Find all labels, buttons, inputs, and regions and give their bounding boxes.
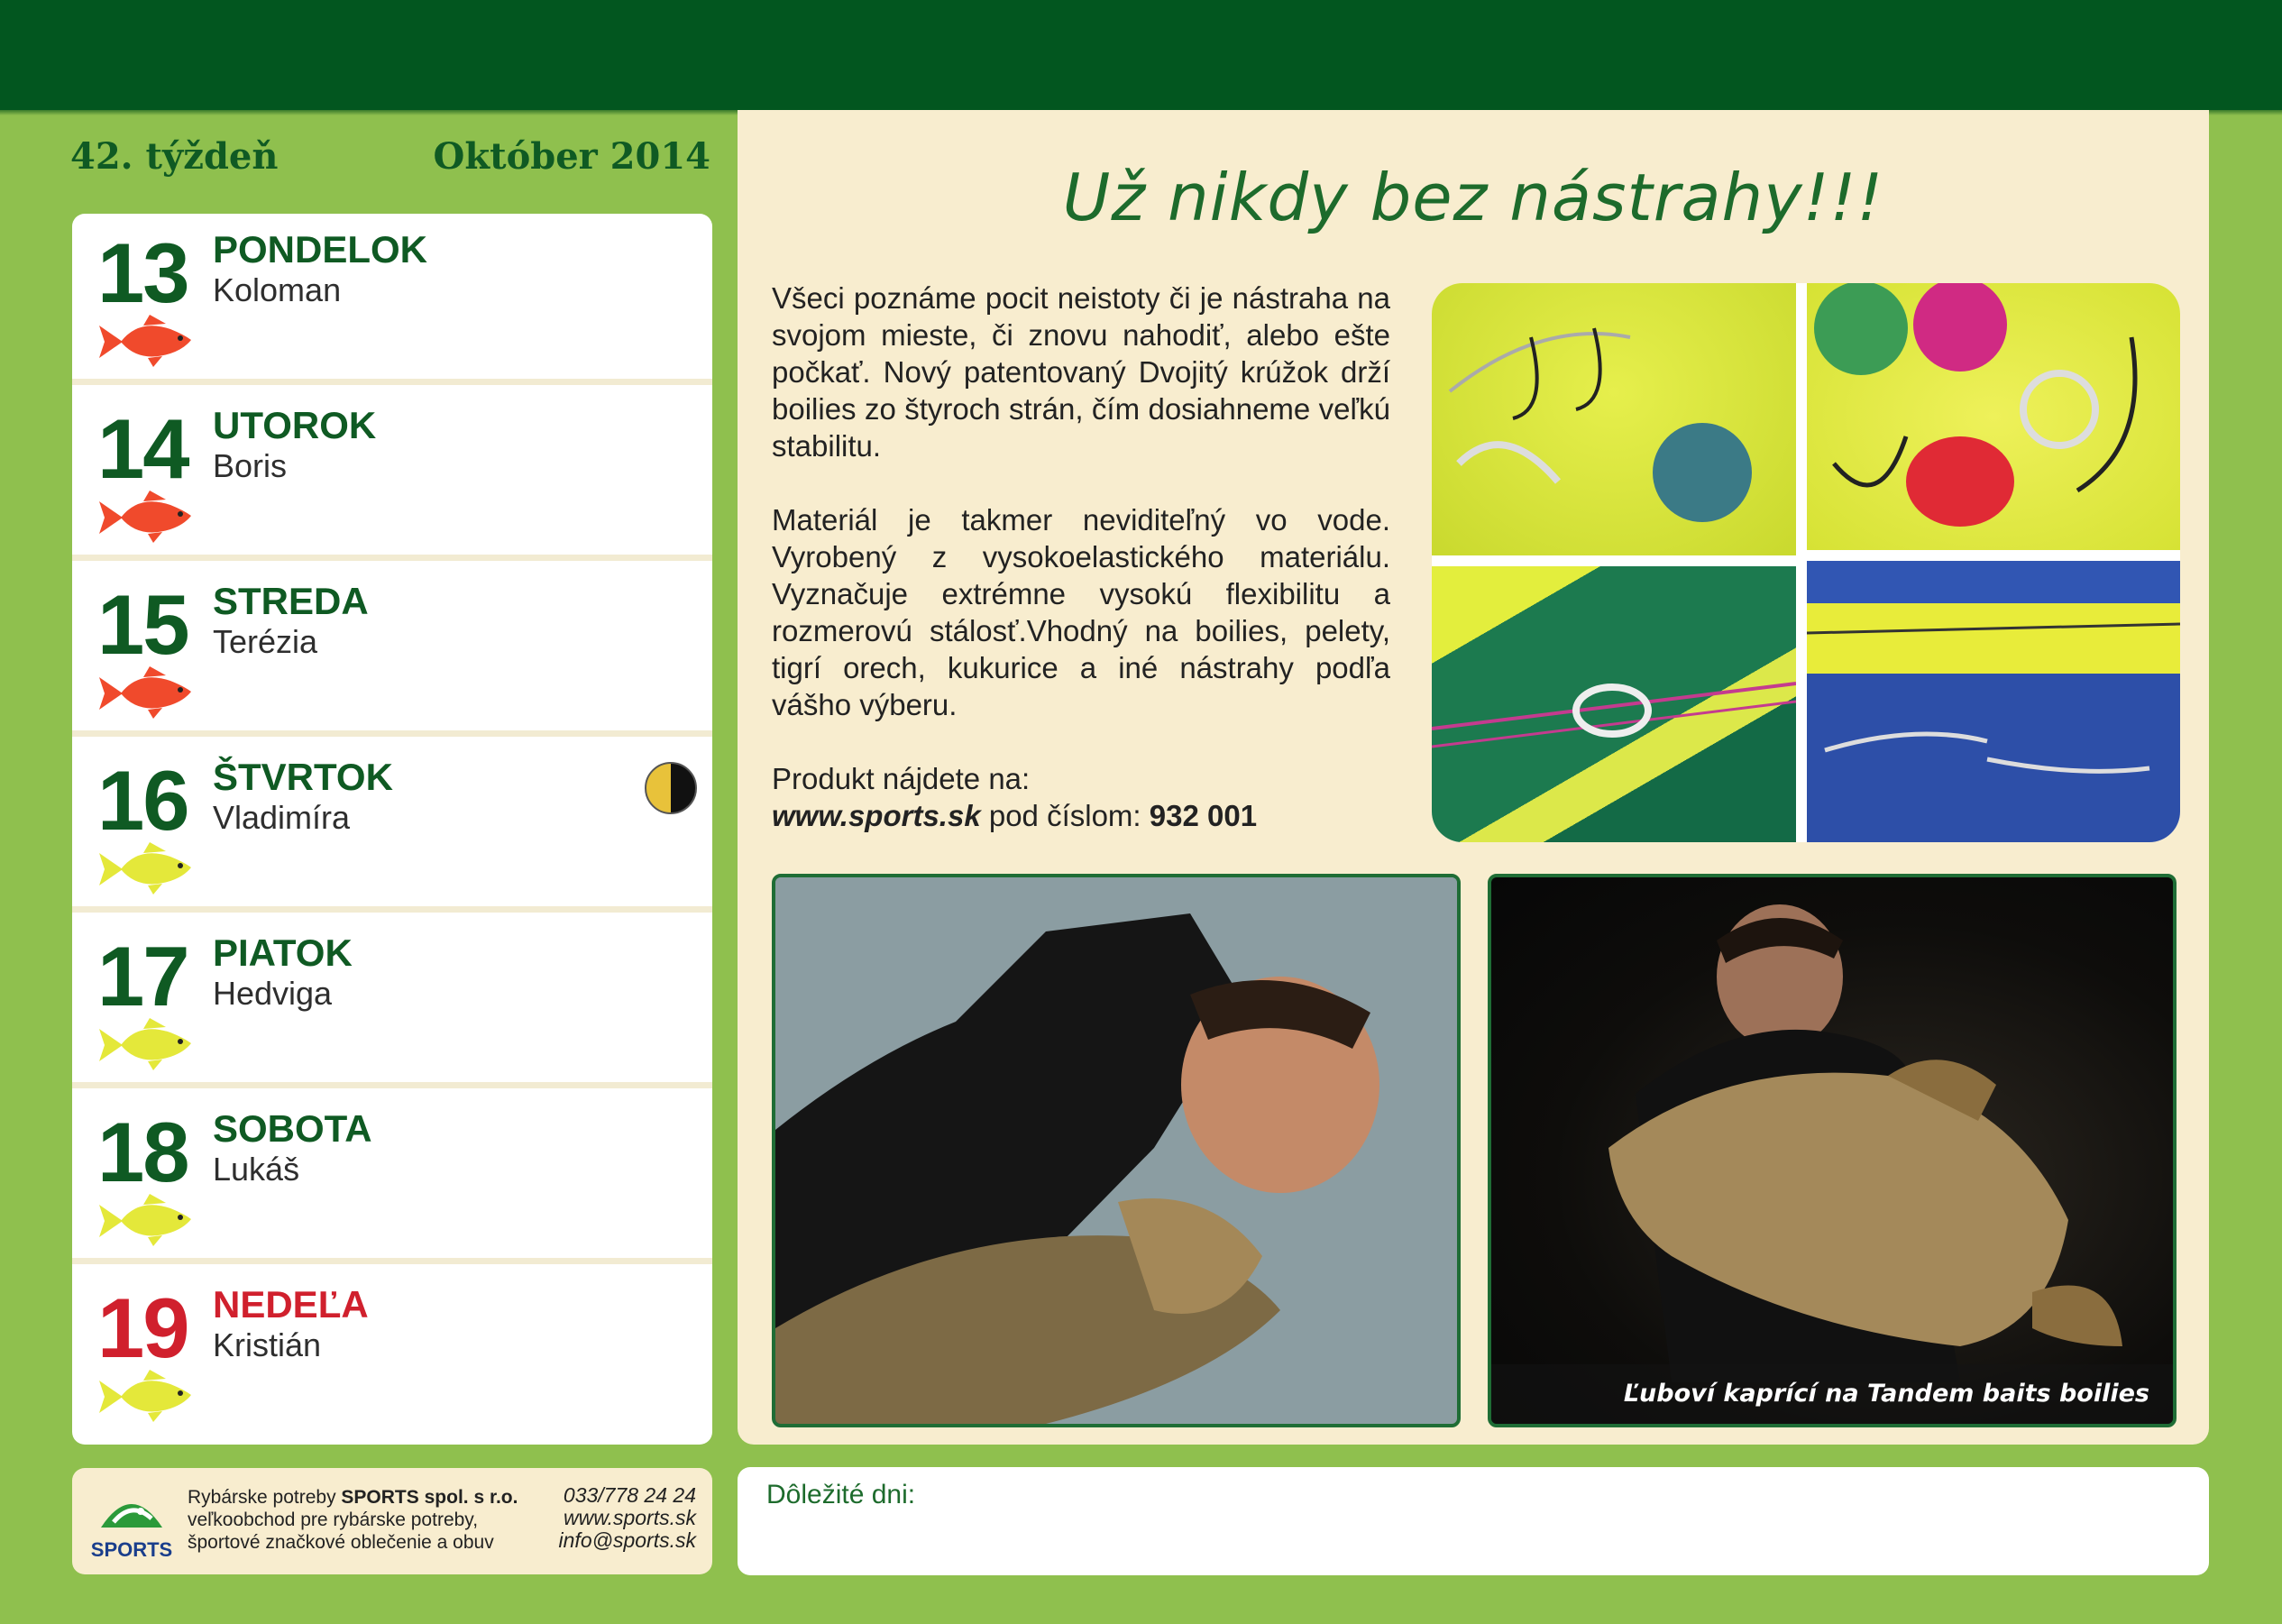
day-list — [72, 214, 712, 1445]
day-separator — [72, 1082, 712, 1088]
article-paragraph-1: Všeci poznáme pocit neistoty či je nástraha na svojom mieste, či znovu nahodiť, alebo ešte počkať. Nový patentovaný Dvojitý krúžok drží boilies zo štyroch strán, čím dosiahneme veľkú stabilitu. — [772, 281, 1390, 463]
article-headline: Už nikdy bez nástrahy!!! — [1062, 160, 1884, 235]
day-row-19 — [72, 1269, 712, 1440]
product-number: 932 001 — [1149, 799, 1258, 832]
day-name: STREDA — [213, 580, 369, 622]
fish-yellow-icon — [94, 840, 198, 896]
name-day: Terézia — [213, 623, 318, 660]
important-days-label: Dôležité dni: — [766, 1480, 916, 1509]
day-name: NEDEĽA — [213, 1283, 369, 1326]
day-name: SOBOTA — [213, 1107, 372, 1150]
day-separator — [72, 555, 712, 561]
email-link[interactable]: info@sports.sk — [558, 1528, 696, 1552]
day-separator — [72, 730, 712, 737]
day-row-13 — [72, 214, 712, 385]
day-name: PIATOK — [213, 931, 353, 974]
article-text — [772, 280, 1390, 834]
logo-text: SPORTS — [90, 1538, 173, 1561]
fish-red-icon — [94, 665, 198, 720]
product-label: Produkt nájdete na: — [772, 762, 1031, 795]
company-name: SPORTS spol. s r.o. — [341, 1487, 518, 1508]
name-day: Vladimíra — [213, 799, 351, 836]
important-days-box[interactable] — [738, 1467, 2209, 1575]
fish-yellow-icon — [94, 1368, 198, 1424]
article-paragraph-2: Materiál je takmer neviditeľný vo vode. Vyrobený z vysokoelastického materiálu. Vyznačuje extrémne vysokú flexibilitu a rozmerovú stálosť.Vhodný na boilies, pelety, tigrí orech, kukurice a iné nástrahy podľa vášho výberu. — [772, 503, 1390, 721]
product-mid-text: pod číslom: — [980, 799, 1150, 832]
collage-photo-boilies — [1807, 283, 2180, 550]
product-photo-collage — [1432, 283, 2180, 842]
sports-logo — [87, 1486, 177, 1567]
collage-photo-ring-closeup — [1432, 566, 1796, 842]
angler-photo-2 — [1488, 874, 2177, 1427]
photo-caption: Ľuboví kaprící na Tandem baits boilies — [1491, 1364, 2173, 1424]
day-name: ŠTVRTOK — [213, 756, 393, 798]
top-banner — [0, 0, 2282, 110]
website-link[interactable]: www.sports.sk — [564, 1506, 696, 1529]
day-separator — [72, 379, 712, 385]
day-name: PONDELOK — [213, 228, 428, 271]
day-row-16 — [72, 741, 712, 913]
day-row-15 — [72, 565, 712, 737]
fish-yellow-icon — [94, 1016, 198, 1072]
day-number: 14 — [97, 401, 188, 496]
company-info-box — [72, 1468, 712, 1574]
article-panel — [738, 110, 2209, 1445]
day-number: 15 — [97, 577, 188, 672]
company-line-2: veľkoobchod pre rybárske potreby, — [188, 1509, 479, 1530]
name-day: Lukáš — [213, 1151, 300, 1188]
company-line-3: športové značkové oblečenie a obuv — [188, 1532, 494, 1553]
fish-red-icon — [94, 489, 198, 545]
product-web-link[interactable]: www.sports.sk — [772, 799, 981, 832]
name-day: Hedviga — [213, 975, 333, 1012]
month-label: Október 2014 — [433, 135, 710, 178]
day-row-18 — [72, 1093, 712, 1264]
angler-photo-1 — [772, 874, 1461, 1427]
company-prefix: Rybárske potreby — [188, 1487, 342, 1508]
company-details — [188, 1486, 518, 1554]
day-separator — [72, 1258, 712, 1264]
name-day: Kristián — [213, 1326, 322, 1363]
phone-number: 033/778 24 24 — [563, 1483, 696, 1507]
week-label: 42. týždeň — [70, 135, 279, 178]
collage-photo-hooks — [1432, 283, 1796, 555]
day-name: UTOROK — [213, 404, 377, 446]
day-number: 19 — [97, 1280, 188, 1375]
name-day: Boris — [213, 447, 288, 484]
day-number: 16 — [97, 753, 188, 848]
collage-photo-rig — [1807, 561, 2180, 842]
day-number: 17 — [97, 929, 188, 1023]
day-number: 18 — [97, 1105, 188, 1199]
moon-phase-icon — [644, 761, 698, 815]
name-day: Koloman — [213, 271, 342, 308]
fish-red-icon — [94, 313, 198, 369]
day-separator — [72, 906, 712, 913]
fish-yellow-icon — [94, 1192, 198, 1248]
day-row-14 — [72, 390, 712, 561]
day-number: 13 — [97, 225, 188, 320]
day-row-17 — [72, 917, 712, 1088]
product-info — [772, 760, 1390, 834]
contact-details — [559, 1484, 696, 1552]
